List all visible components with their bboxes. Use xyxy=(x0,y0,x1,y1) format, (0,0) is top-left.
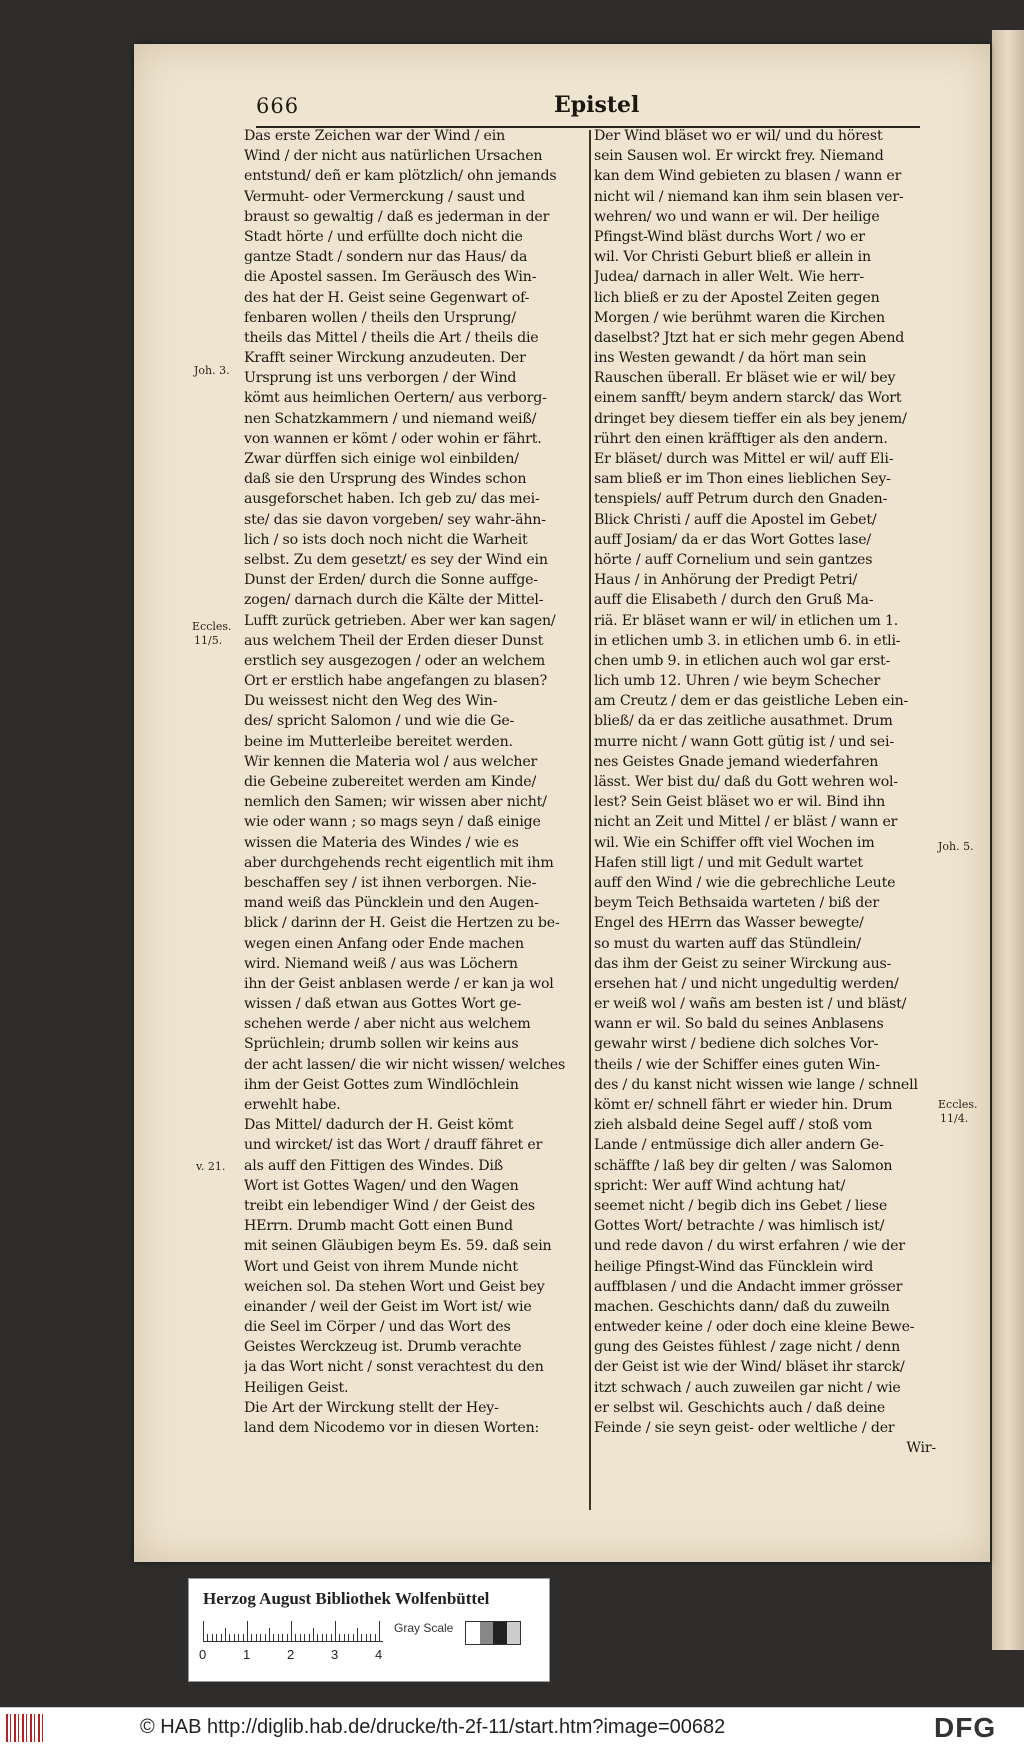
dfg-logo: DFG xyxy=(934,1712,997,1743)
text-line: wie oder wann ; so mags seyn / daß einige xyxy=(244,814,541,831)
ruler-number: 3 xyxy=(331,1647,339,1662)
text-line: Heiligen Geist. xyxy=(244,1379,349,1396)
ruler-tick xyxy=(234,1634,235,1641)
text-line: der acht lassen/ die wir nicht wissen/ welches xyxy=(244,1056,566,1073)
ruler-tick xyxy=(357,1628,358,1641)
text-line: beine im Mutterleibe bereitet werden. xyxy=(244,733,513,750)
ruler xyxy=(203,1619,383,1642)
text-line: Du weissest nicht den Weg des Win- xyxy=(244,693,498,710)
text-line: lich bließ er zu der Apostel Zeiten gegen xyxy=(594,289,880,306)
text-line: ja das Wort nicht / sonst verachtest du den xyxy=(244,1359,544,1376)
text-line: HErrn. Drumb macht Gott einen Bund xyxy=(244,1218,513,1235)
text-line: sein Sausen wol. Er wirckt frey. Niemand xyxy=(594,148,884,165)
text-line: Lufft zurück getrieben. Aber wer kan sagen/ xyxy=(244,612,556,629)
text-line: spricht: Wer auff Wind achtung hat/ xyxy=(594,1177,846,1194)
ruler-number: 0 xyxy=(199,1647,207,1662)
text-line: er weiß wol / wañs am besten ist / und bläst/ xyxy=(594,996,907,1013)
text-line: theils / wie der Schiffer eines guten Win- xyxy=(594,1056,880,1073)
text-line: ihm der Geist Gottes zum Windlöchlein xyxy=(244,1076,519,1093)
text-line: auff Josiam/ da er das Wort Gottes lase/ xyxy=(594,531,871,548)
text-line: wehren/ wo und wann er wil. Der heilige xyxy=(594,208,880,225)
running-title: Epistel xyxy=(554,92,640,118)
ruler-tick xyxy=(212,1634,213,1641)
ruler-tick xyxy=(291,1621,292,1641)
text-line: Engel des HErrn das Wasser bewegte/ xyxy=(594,915,864,932)
text-line: treibt ein lebendiger Wind / der Geist des xyxy=(244,1197,536,1214)
text-line: des/ spricht Salomon / und wie die Ge- xyxy=(244,713,515,730)
grayscale-patch xyxy=(507,1622,521,1644)
text-line: rührt den einen kräfftiger als den andern. xyxy=(594,430,888,447)
text-line: aber durchgehends recht eigentlich mit ihm xyxy=(244,854,554,871)
text-line: die Gebeine zubereitet werden am Kinde/ xyxy=(244,774,537,790)
ruler-tick xyxy=(273,1634,274,1641)
text-line: gantze Stadt / sondern nur das Haus/ da xyxy=(244,249,528,266)
grayscale-label: Gray Scale xyxy=(394,1621,454,1635)
grayscale-patch xyxy=(466,1622,480,1644)
text-line: ersehen hat / und nicht ungedultig werden/ xyxy=(594,975,899,992)
text-line: erstlich sey ausgezogen / oder an welchem xyxy=(244,652,546,669)
text-line: Krafft seiner Wirckung anzudeuten. Der xyxy=(244,350,526,367)
ruler-tick xyxy=(287,1634,288,1641)
scale-card xyxy=(188,1578,550,1682)
left-column xyxy=(244,126,584,1438)
text-line: ihn der Geist anblasen werde / er kan ja wol xyxy=(244,975,554,992)
text-line: Wort und Geist von ihrem Munde nicht xyxy=(244,1258,518,1275)
text-line: Die Art der Wirckung stellt der Hey- xyxy=(244,1399,499,1416)
ruler-tick xyxy=(353,1634,354,1641)
text-line: selbst. Zu dem gesetzt/ es sey der Wind ein xyxy=(244,551,548,568)
ruler-tick xyxy=(256,1634,257,1641)
text-line: entstund/ deñ er kam plötzlich/ ohn jemands xyxy=(244,168,557,185)
text-line: Ort er erstlich habe angefangen zu blasen? xyxy=(244,673,547,690)
text-line: Blick Christi / auff die Apostel im Gebet/ xyxy=(594,511,877,528)
text-line: dringet bey diesem tieffer ein als bey jenem/ xyxy=(594,410,907,427)
next-page-edge xyxy=(992,30,1024,1650)
ruler-tick xyxy=(238,1634,239,1641)
margin-note: Joh. 3. xyxy=(194,364,230,377)
text-line: nen Schatzkammern / und niemand weiß/ xyxy=(244,410,537,427)
ruler-tick xyxy=(300,1634,301,1641)
ruler-number: 1 xyxy=(243,1647,251,1662)
text-line: der Geist ist wie der Wind/ bläset ihr starck/ xyxy=(594,1359,905,1376)
text-line: schehen werde / aber nicht aus welchem xyxy=(244,1016,531,1033)
text-line: wil. Wie ein Schiffer offt viel Wochen im xyxy=(594,834,875,851)
ruler-tick xyxy=(322,1634,323,1641)
text-line: tenspiels/ auff Petrum durch den Gnaden- xyxy=(594,491,888,508)
text-line: Morgen / wie berühmt waren die Kirchen xyxy=(594,309,885,326)
ruler-tick xyxy=(247,1621,248,1641)
margin-note: v. 21. xyxy=(196,1160,226,1173)
book-page xyxy=(134,44,990,1562)
text-line: aus welchem Theil der Erden dieser Dunst xyxy=(244,632,544,649)
text-line: seemet nicht / begib dich ins Gebet / liese xyxy=(594,1197,888,1214)
text-line: braust so gewaltig / daß es jederman in der xyxy=(244,208,550,225)
text-line: weichen sol. Da stehen Wort und Geist bey xyxy=(244,1278,545,1295)
text-line: des hat der H. Geist seine Gegenwart of- xyxy=(244,289,530,306)
ruler-tick xyxy=(313,1628,314,1641)
text-line: wil. Vor Christi Geburt bließ er allein in xyxy=(594,249,871,266)
ruler-tick xyxy=(207,1634,208,1641)
text-line: Rauschen überall. Er bläset wie er wil/ bey xyxy=(594,370,896,387)
ruler-tick xyxy=(265,1634,266,1641)
text-line: entweder keine / oder doch eine kleine Bewe- xyxy=(594,1319,915,1336)
ruler-tick xyxy=(295,1634,296,1641)
margin-note: Joh. 5. xyxy=(938,840,974,853)
text-line: kömt er/ schnell fährt er wieder hin. Drum xyxy=(594,1097,893,1113)
text-line: ste/ das sie davon vorgeben/ sey wahr-ähn- xyxy=(244,511,546,528)
text-line: nes Geistes Gnade jemand wiederfahren xyxy=(594,753,879,770)
grayscale-patch xyxy=(493,1622,507,1644)
ruler-number: 4 xyxy=(375,1647,383,1662)
text-line: nicht an Zeit und Mittel / er bläst / wann er xyxy=(594,814,898,831)
text-line: beschaffen sey / ist ihnen verborgen. Nie- xyxy=(244,874,537,891)
margin-note: 11/5. xyxy=(194,634,223,647)
text-line: machen. Geschichts dann/ daß du zuweiln xyxy=(594,1298,890,1315)
text-line: Pfingst-Wind bläst durchs Wort / wo er xyxy=(594,228,865,245)
margin-note: 11/4. xyxy=(940,1112,969,1125)
page-number: 666 xyxy=(256,94,300,118)
text-line: und rede davon / du wirst erfahren / wie der xyxy=(594,1238,905,1255)
column-divider xyxy=(589,130,591,1510)
ruler-tick xyxy=(221,1634,222,1641)
ruler-tick xyxy=(379,1621,380,1641)
text-line: die Apostel sassen. Im Geräusch des Win- xyxy=(244,269,537,286)
text-line: lest? Sein Geist bläset wo er wil. Bind ihn xyxy=(594,794,886,811)
text-line: wird. Niemand weiß / aus was Löchern xyxy=(244,955,518,972)
text-line: lässt. Wer bist du/ daß du Gott wehren wol- xyxy=(594,774,898,790)
text-line: Ursprung ist uns verborgen / der Wind xyxy=(244,370,517,387)
ruler-tick xyxy=(344,1634,345,1641)
text-line: Er bläset/ durch was Mittel er wil/ auff Eli- xyxy=(594,451,894,467)
text-line: kömt aus heimlichen Oertern/ aus verborg- xyxy=(244,390,547,407)
ruler-number: 2 xyxy=(287,1647,295,1662)
text-line: Wort ist Gottes Wagen/ und den Wagen xyxy=(244,1177,519,1194)
text-line: land dem Nicodemo vor in diesen Worten: xyxy=(244,1420,540,1436)
text-line: und wircket/ ist das Wort / drauff fähret er xyxy=(244,1137,543,1154)
ruler-tick xyxy=(216,1634,217,1641)
text-line: Sprüchlein; drumb sollen wir keins aus xyxy=(244,1036,519,1053)
text-line: gewahr wirst / bediene dich solches Vor- xyxy=(594,1036,879,1053)
text-line: das ihm der Geist zu seiner Wirckung aus- xyxy=(594,955,892,972)
text-line: Gottes Wort/ betrachte / was himlisch ist/ xyxy=(594,1218,885,1235)
ruler-tick xyxy=(269,1628,270,1641)
text-line: Wind / der nicht aus natürlichen Ursachen xyxy=(244,148,543,165)
ruler-tick xyxy=(339,1634,340,1641)
ruler-tick xyxy=(225,1628,226,1641)
text-line: chen umb 9. in etlichen auch wol gar erst- xyxy=(594,652,891,669)
ruler-tick xyxy=(366,1634,367,1641)
ruler-tick xyxy=(251,1634,252,1641)
text-line: beym Teich Bethsaida warteten / biß der xyxy=(594,895,879,912)
ruler-tick xyxy=(282,1634,283,1641)
text-line: nicht wil / niemand kan ihm sein blasen ver- xyxy=(594,188,904,205)
catchword: Wir- xyxy=(906,1440,936,1457)
text-line: fenbaren wollen / theils den Ursprung/ xyxy=(244,309,516,326)
text-line: daselbst? Jtzt hat er sich mehr gegen Abend xyxy=(594,329,905,346)
text-line: einem sanfft/ beym andern starck/ das Wort xyxy=(594,390,902,407)
text-line: des / du kanst nicht wissen wie lange / schnell xyxy=(594,1076,918,1093)
right-column xyxy=(594,126,936,1458)
text-line: Judea/ darnach in aller Welt. Wie herr- xyxy=(594,269,864,286)
text-line: kan dem Wind gebieten zu blasen / wann er xyxy=(594,168,902,185)
text-line: zieh alsbald deine Segel auff / stoß vom xyxy=(594,1117,873,1134)
text-line: daß sie den Ursprung des Windes schon xyxy=(244,471,527,488)
text-line: Zwar dürffen sich einige wol einbilden/ xyxy=(244,451,519,467)
copyright-link[interactable]: © HAB http://diglib.hab.de/drucke/th-2f-11/start.htm?image=00682 xyxy=(140,1716,726,1738)
grayscale-patch xyxy=(480,1622,494,1644)
text-line: Das erste Zeichen war der Wind / ein xyxy=(244,128,506,144)
text-line: schäffte / laß bey dir gelten / was Salomon xyxy=(594,1157,893,1174)
text-line: sam bließ er im Thon eines lieblichen Sey- xyxy=(594,471,891,488)
ruler-tick xyxy=(260,1634,261,1641)
text-line: Vermuht- oder Vermerckung / saust und xyxy=(244,188,525,205)
text-line: zogen/ darnach durch die Kälte der Mittel- xyxy=(244,592,544,609)
ruler-tick xyxy=(370,1634,371,1641)
text-line: Hafen still ligt / und mit Gedult wartet xyxy=(594,854,863,871)
text-line: lich umb 12. Uhren / wie beym Schecher xyxy=(594,673,881,690)
text-line: murre nicht / wann Gott gütig ist / und sei- xyxy=(594,733,894,750)
text-line: Stadt hörte / und erfüllte doch nicht die xyxy=(244,228,523,245)
text-line: Geistes Werckzeug ist. Drumb verachte xyxy=(244,1339,522,1356)
text-line: Lande / entmüssige dich aller andern Ge- xyxy=(594,1137,884,1154)
text-line: Haus / in Anhörung der Predigt Petri/ xyxy=(594,572,858,589)
text-line: theils das Mittel / theils die Art / theils die xyxy=(244,329,539,346)
text-line: so must du warten auff das Stündlein/ xyxy=(594,935,861,952)
page-header xyxy=(134,94,990,128)
text-line: er selbst wil. Geschichts auch / daß deine xyxy=(594,1399,886,1416)
text-line: einander / weil der Geist im Wort ist/ wie xyxy=(244,1298,532,1315)
text-line: mit seinen Gläubigen beym Es. 59. daß sein xyxy=(244,1238,552,1255)
text-line: riä. Er bläset wann er wil/ in etlichen um 1. xyxy=(594,612,899,629)
margin-note: Eccles. xyxy=(938,1098,978,1111)
grayscale-swatch xyxy=(465,1621,521,1645)
text-line: nemlich den Samen; wir wissen aber nicht/ xyxy=(244,794,547,811)
text-line: wegen einen Anfang oder Ende machen xyxy=(244,935,524,952)
ruler-tick xyxy=(348,1634,349,1641)
text-line: auffblasen / und die Andacht immer grösser xyxy=(594,1278,903,1295)
text-line: wissen die Materia des Windes / wie es xyxy=(244,834,519,851)
ruler-tick xyxy=(309,1634,310,1641)
ruler-tick xyxy=(243,1634,244,1641)
barcode-icon xyxy=(6,1714,46,1742)
ruler-tick xyxy=(375,1634,376,1641)
text-line: mand weiß das Püncklein und den Augen- xyxy=(244,895,539,912)
ruler-tick xyxy=(278,1634,279,1641)
ruler-tick xyxy=(331,1634,332,1641)
text-line: wissen / daß etwan aus Gottes Wort ge- xyxy=(244,996,522,1013)
text-line: die Seel im Cörper / und das Wort des xyxy=(244,1319,511,1336)
footer-bar xyxy=(0,1707,1024,1748)
margin-note: Eccles. xyxy=(192,620,232,633)
text-line: Wir kennen die Materia wol / aus welcher xyxy=(244,753,538,770)
text-line: ins Westen gewandt / da hört man sein xyxy=(594,350,867,367)
text-line: lich / so ists doch noch nicht die Warheit xyxy=(244,531,528,548)
text-line: Dunst der Erden/ durch die Sonne auffge- xyxy=(244,572,538,589)
ruler-tick xyxy=(203,1621,204,1641)
ruler-tick xyxy=(335,1621,336,1641)
text-line: auff den Wind / wie die gebrechliche Leute xyxy=(594,874,896,891)
text-line: heilige Pfingst-Wind das Füncklein wird xyxy=(594,1258,874,1275)
text-line: wann er wil. So bald du seines Anblasens xyxy=(594,1016,884,1033)
text-line: als auff den Fittigen des Windes. Diß xyxy=(244,1157,504,1174)
text-line: von wannen er kömt / oder wohin er fährt. xyxy=(244,430,542,447)
library-name: Herzog August Bibliothek Wolfenbüttel xyxy=(203,1589,490,1608)
text-line: ausgeforschet haben. Ich geb zu/ das mei- xyxy=(244,491,540,508)
ruler-tick xyxy=(361,1634,362,1641)
text-line: am Creutz / dem er das geistliche Leben ein- xyxy=(594,693,909,710)
text-line: gung des Geistes fühlest / zage nicht / denn xyxy=(594,1339,901,1356)
text-line: in etlichen umb 3. in etlichen umb 6. in etli- xyxy=(594,632,901,649)
ruler-tick xyxy=(304,1634,305,1641)
text-line: Das Mittel/ dadurch der H. Geist kömt xyxy=(244,1117,514,1134)
ruler-tick xyxy=(317,1634,318,1641)
text-line: bließ/ da er das zeitliche ausathmet. Drum xyxy=(594,713,893,730)
text-line: auff die Elisabeth / durch den Gruß Ma- xyxy=(594,592,874,609)
text-line: erwehlt habe. xyxy=(244,1097,341,1113)
text-line: Feinde / sie seyn geist- oder weltliche / der xyxy=(594,1420,895,1436)
text-line: itzt schwach / auch zuweilen gar nicht / wie xyxy=(594,1379,901,1396)
ruler-tick xyxy=(229,1634,230,1641)
text-line: blick / darinn der H. Geist die Hertzen zu be- xyxy=(244,915,560,932)
text-line: hörte / auff Cornelium und sein gantzes xyxy=(594,551,873,568)
text-line: Der Wind bläset wo er wil/ und du hörest xyxy=(594,128,883,144)
ruler-tick xyxy=(326,1634,327,1641)
